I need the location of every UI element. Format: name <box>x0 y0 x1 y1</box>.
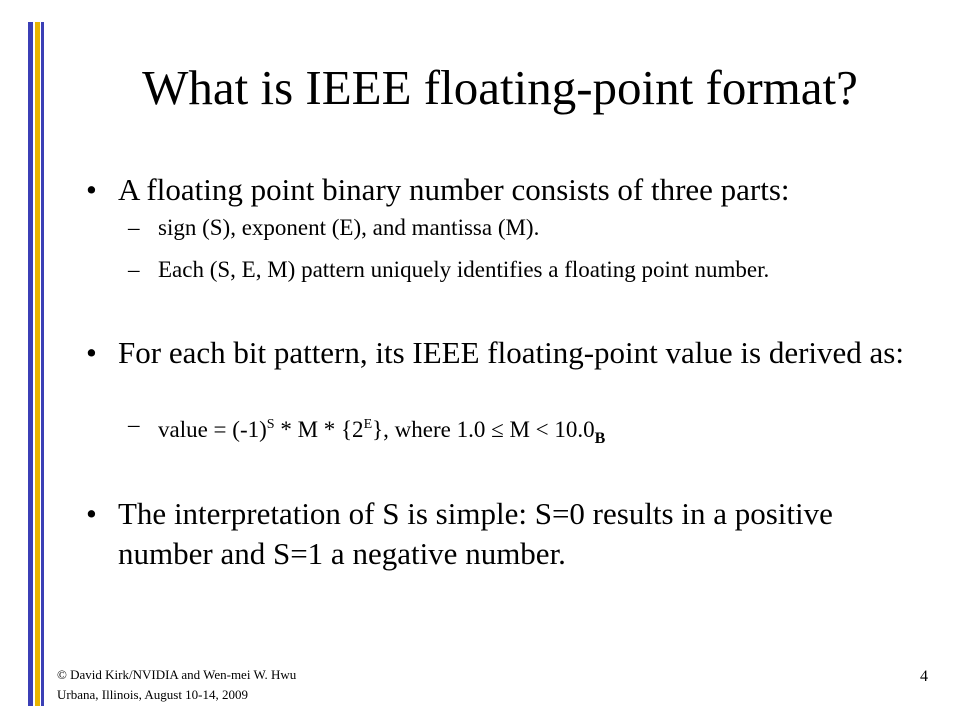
formula-superscript-e: E <box>363 417 373 432</box>
footer-location: Urbana, Illinois, August 10-14, 2009 <box>57 687 249 702</box>
bullet-three-parts: • A floating point binary number consists of three parts: <box>118 170 790 210</box>
formula-part-3: }, where 1.0 ≤ M < 10.0 <box>372 417 595 442</box>
footer-copyright: © David Kirk/NVIDIA and Wen-mei W. Hwu <box>57 667 297 682</box>
left-border-stripe-gold <box>35 22 40 706</box>
sub-bullet-sign-exponent-mantissa: – sign (S), exponent (E), and mantissa (M). <box>158 213 539 243</box>
formula-superscript-s: S <box>266 417 275 432</box>
bullet-sign-line-2: number and S=1 a negative number. <box>118 536 566 571</box>
bullet-sign-line-1: • The interpretation of S is simple: S=0 results in a positive <box>118 496 833 531</box>
sub-bullet-formula <box>158 410 605 454</box>
footer-credits <box>57 665 296 705</box>
bullet-sign-interpretation <box>118 494 833 574</box>
slide-title: What is IEEE floating-point format? <box>142 60 858 115</box>
sub-bullet-unique-pattern: – Each (S, E, M) pattern uniquely identifies a floating point number. <box>158 255 769 285</box>
left-border-stripe-blue-thin <box>41 22 44 706</box>
formula-part-1: value = (-1) <box>158 417 267 442</box>
formula-subscript-b: B <box>594 430 606 447</box>
left-border-stripe-blue <box>28 22 33 706</box>
page-number: 4 <box>920 668 928 685</box>
bullet-value-derivation: • For each bit pattern, its IEEE floating-point value is derived as: <box>118 333 904 373</box>
formula-part-2: * M * {2 <box>274 417 364 442</box>
